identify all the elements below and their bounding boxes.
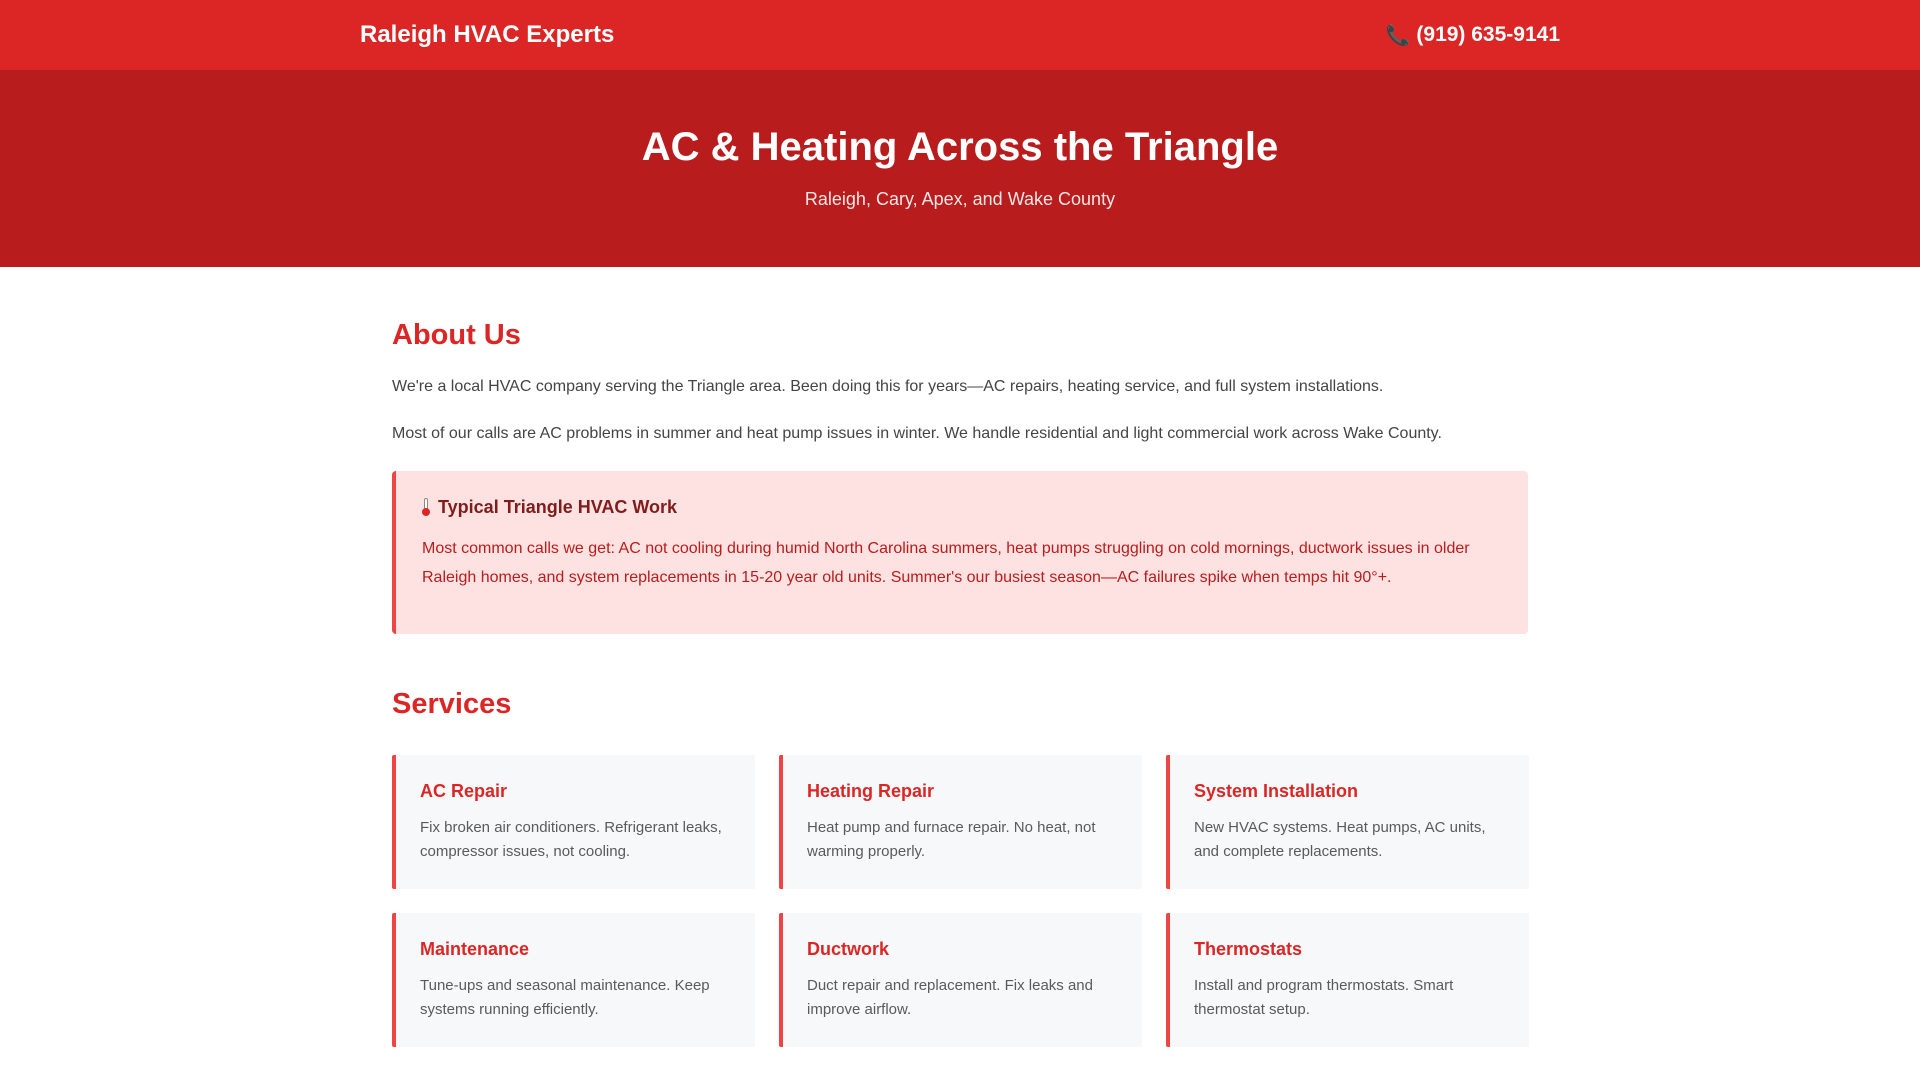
- typical-work-callout: [392, 471, 1528, 634]
- service-description: Duct repair and replacement. Fix leaks and improve airflow.: [807, 976, 1093, 1018]
- service-title: System Installation: [1194, 780, 1359, 801]
- hero-title: AC & Heating Across the Triangle: [641, 125, 1279, 169]
- top-bar: [0, 0, 1920, 70]
- callout-text: Most common calls we get: AC not cooling during humid North Carolina summers, heat pumps struggling on cold mornings, ductwork issues in older Raleigh homes, and system replacements in 15-20 year old units. Summer's our busiest season—AC failures spike when temps hit 90°+.: [422, 539, 1470, 586]
- service-title: Thermostats: [1194, 938, 1303, 959]
- phone-link[interactable]: [1385, 23, 1560, 48]
- phone-number[interactable]: (919) 635-9141: [1416, 23, 1560, 46]
- about-paragraph-2: Most of our calls are AC problems in summer and heat pump issues in winter. We handle residential and light commercial work across Wake County.: [392, 425, 1442, 443]
- service-card-heating-repair[interactable]: [779, 755, 1142, 889]
- service-card-thermostats[interactable]: [1166, 913, 1529, 1047]
- service-description: New HVAC systems. Heat pumps, AC units, and complete replacements.: [1194, 818, 1486, 860]
- about-section: [392, 319, 1528, 634]
- service-title: Maintenance: [420, 938, 530, 959]
- services-section: [392, 688, 1528, 1047]
- service-title: AC Repair: [420, 780, 508, 801]
- service-card-ac-repair[interactable]: [392, 755, 755, 889]
- main-content: [392, 267, 1528, 1047]
- service-title: Heating Repair: [807, 780, 935, 801]
- service-description: Install and program thermostats. Smart thermostat setup.: [1194, 976, 1454, 1018]
- service-card-ductwork[interactable]: [779, 913, 1142, 1047]
- services-grid: [392, 755, 1528, 1047]
- service-description: Fix broken air conditioners. Refrigerant leaks, compressor issues, not cooling.: [420, 818, 722, 860]
- about-heading: About Us: [392, 319, 521, 351]
- callout-title: [422, 497, 1500, 518]
- service-card-maintenance[interactable]: [392, 913, 755, 1047]
- hero-banner: [0, 70, 1920, 267]
- top-bar-inner: [360, 0, 1560, 70]
- about-paragraph-1: We're a local HVAC company serving the Triangle area. Been doing this for years—AC repairs, heating service, and full system installations.: [392, 378, 1384, 395]
- brand-name[interactable]: Raleigh HVAC Experts: [360, 21, 615, 48]
- service-description: Heat pump and furnace repair. No heat, not warming properly.: [807, 818, 1096, 860]
- service-description: Tune-ups and seasonal maintenance. Keep systems running efficiently.: [420, 976, 710, 1018]
- phone-icon: 📞: [1385, 24, 1411, 47]
- thermometer-icon: [422, 498, 430, 516]
- service-title: Ductwork: [807, 938, 890, 959]
- service-card-system-installation[interactable]: [1166, 755, 1529, 889]
- callout-title-text: Typical Triangle HVAC Work: [438, 496, 678, 517]
- hero-subtitle: Raleigh, Cary, Apex, and Wake County: [804, 189, 1116, 209]
- services-heading: Services: [392, 687, 512, 720]
